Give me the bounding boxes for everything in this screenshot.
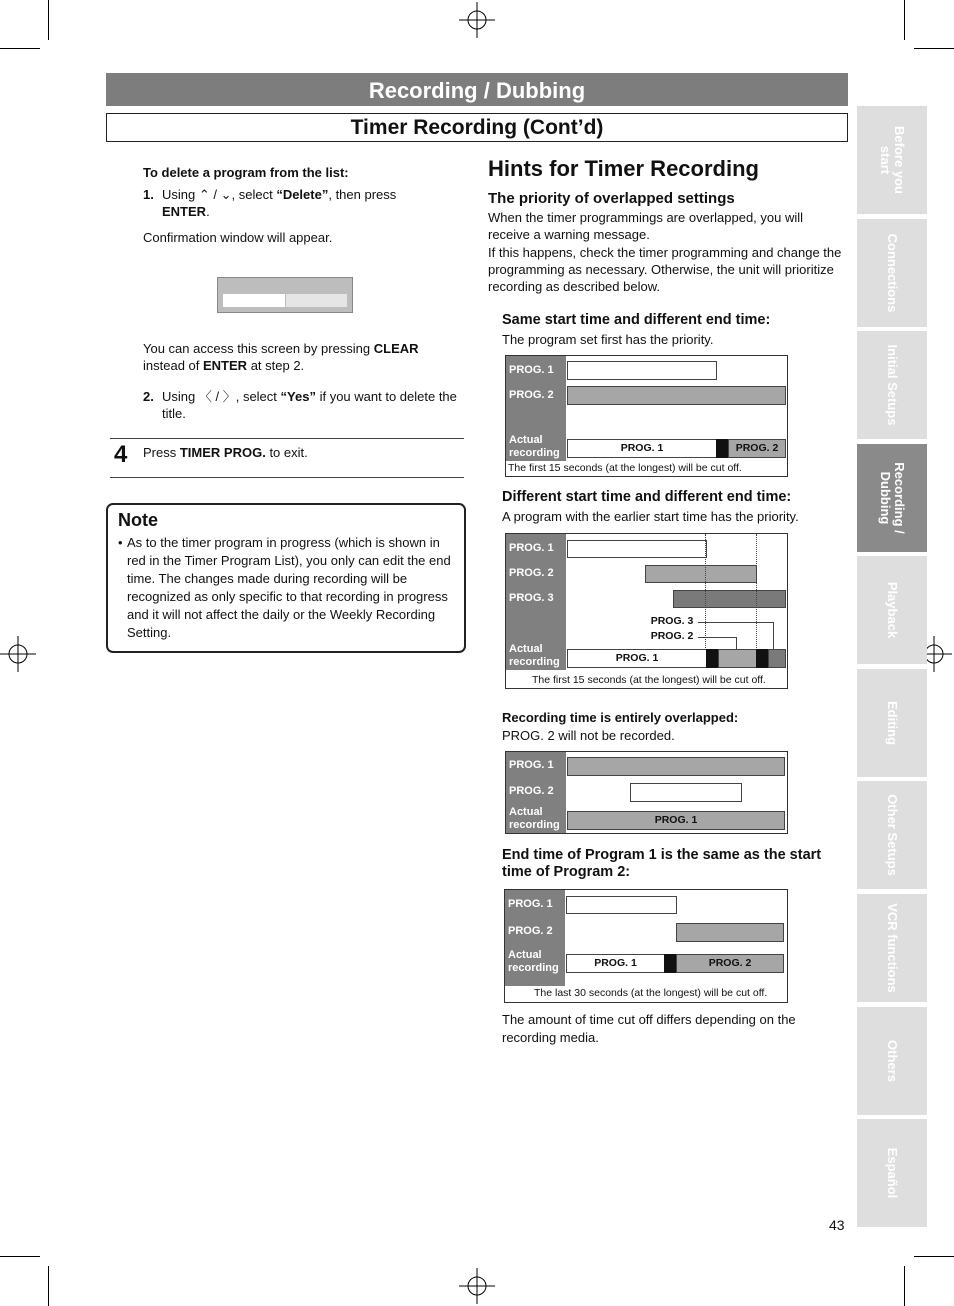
- crop-mark: [0, 1256, 40, 1257]
- actual-prog2-bar: PROG. 2: [728, 439, 786, 458]
- diagram-label-column: [505, 890, 565, 986]
- page-number: 43: [829, 1217, 845, 1233]
- divider: [110, 438, 464, 439]
- confirmation-window-thumbnail: [217, 277, 353, 313]
- case1-heading: Same start time and different end time:: [502, 312, 771, 328]
- diagram-end-equals-start: [504, 889, 788, 1003]
- side-tab-vcr-functions[interactable]: VCR functions: [857, 894, 927, 1002]
- actual-label: Actual: [508, 949, 542, 961]
- priority-text-2: If this happens, check the timer programming and change the programming as necessary. Otherwise, the unit will prioritize recording as described below.: [488, 245, 842, 294]
- registration-mark-icon: [0, 636, 36, 672]
- prog1-label: PROG. 1: [509, 364, 554, 376]
- prog2-label: PROG. 2: [508, 925, 553, 937]
- diagram-label-column: [506, 752, 566, 833]
- case2-heading: Different start time and different end time:: [502, 489, 792, 505]
- cutoff-block: [664, 954, 676, 973]
- callout-line: [698, 622, 773, 623]
- diagram-caption: The first 15 seconds (at the longest) will be cut off.: [532, 674, 766, 686]
- side-tab-other-setups[interactable]: Other Setups: [857, 781, 927, 889]
- registration-mark-icon: [459, 2, 495, 38]
- crop-mark: [0, 48, 40, 49]
- recording-label: recording: [509, 819, 560, 831]
- prog1-timer-bar: [566, 896, 677, 914]
- crop-mark: [48, 0, 49, 40]
- step-number: 2.: [143, 389, 154, 404]
- prog2-label: PROG. 2: [509, 389, 554, 401]
- diagram-entirely-overlapped: [505, 751, 788, 834]
- step2-text: Using 〈 / 〉, select “Yes” if you want to delete the title.: [162, 389, 457, 421]
- crop-mark: [914, 48, 954, 49]
- closing-text: The amount of time cut off differs depending on the recording media.: [502, 1012, 796, 1045]
- prog2-timer-bar: [630, 783, 742, 802]
- prog1-label: PROG. 1: [508, 898, 553, 910]
- confirmation-yes-option: [223, 294, 285, 307]
- side-tab-playback[interactable]: Playback: [857, 556, 927, 664]
- note-bullet: •: [118, 535, 123, 550]
- prog2-timer-bar: [645, 565, 757, 583]
- up-down-arrow-icon: ⌃ / ⌄: [198, 187, 232, 202]
- prog1-label: PROG. 1: [509, 759, 554, 771]
- hints-title: Hints for Timer Recording: [488, 156, 759, 181]
- prog1-timer-bar: [567, 757, 785, 776]
- crop-mark: [48, 1266, 49, 1306]
- divider: [110, 477, 464, 478]
- delete-heading: To delete a program from the list:: [143, 165, 349, 180]
- diagram-label-column: [506, 356, 566, 461]
- actual-prog1-bar: PROG. 1: [567, 439, 717, 458]
- registration-mark-icon: [459, 1268, 495, 1304]
- crop-mark: [904, 1266, 905, 1306]
- confirmation-no-option: [286, 294, 347, 307]
- recording-label: recording: [509, 447, 560, 459]
- actual-label: Actual: [509, 806, 543, 818]
- side-tab-others[interactable]: Others: [857, 1007, 927, 1115]
- recording-label: recording: [509, 656, 560, 668]
- actual-prog1-bar: PROG. 1: [566, 954, 665, 973]
- section-header: Recording / Dubbing: [106, 73, 848, 106]
- actual-prog2-bar: PROG. 2: [676, 954, 784, 973]
- side-tab-before-you-start[interactable]: Before you start: [857, 106, 927, 214]
- side-tab-recording-dubbing[interactable]: Recording / Dubbing: [857, 444, 927, 552]
- note-text: As to the timer program in progress (which is shown in red in the Timer Program List), you only can edit the end time. The changes made during recording will be recognized as only specific to that recording in progress and it will not affect the daily or the Weekly Recording Setting.: [127, 535, 451, 640]
- callout-line: [698, 637, 736, 638]
- left-right-arrow-icon: 〈 / 〉: [198, 389, 236, 404]
- case2-text: A program with the earlier start time has the priority.: [502, 509, 799, 524]
- actual-prog1-bar: PROG. 1: [567, 649, 707, 668]
- actual-label: Actual: [509, 643, 543, 655]
- prog1-timer-bar: [567, 540, 707, 558]
- case3-heading: Recording time is entirely overlapped:: [502, 710, 739, 725]
- note-box: [106, 503, 466, 653]
- case4-heading: End time of Program 1 is the same as the start time of Program 2:: [502, 847, 822, 880]
- priority-text-1: When the timer programmings are overlapped, you will receive a warning message.: [488, 210, 804, 242]
- note-title: Note: [118, 510, 158, 530]
- page-title: Timer Recording (Cont’d): [106, 113, 848, 142]
- case1-text: The program set first has the priority.: [502, 332, 714, 347]
- prog2-callout: PROG. 2: [650, 630, 694, 642]
- callout-line: [773, 622, 774, 650]
- recording-label: recording: [508, 962, 559, 974]
- diagram-different-start: [505, 533, 788, 689]
- priority-heading: The priority of overlapped settings: [488, 190, 735, 207]
- cutoff-block: [706, 649, 718, 668]
- prog1-label: PROG. 1: [509, 542, 554, 554]
- diagram-caption: The first 15 seconds (at the longest) will be cut off.: [508, 462, 742, 474]
- prog3-callout: PROG. 3: [650, 615, 694, 627]
- side-tab-editing[interactable]: Editing: [857, 669, 927, 777]
- actual-label: Actual: [509, 434, 543, 446]
- actual-prog2-bar: [718, 649, 757, 668]
- case3-text: PROG. 2 will not be recorded.: [502, 728, 675, 743]
- actual-prog3-bar: [768, 649, 786, 668]
- diagram-label-column: [506, 534, 566, 670]
- prog1-timer-bar: [567, 361, 717, 380]
- step4-text: Press TIMER PROG. to exit.: [143, 445, 308, 460]
- access-text: You can access this screen by pressing CLEAR instead of ENTER at step 2.: [143, 341, 419, 373]
- end-marker-line: [756, 534, 757, 652]
- prog3-label: PROG. 3: [509, 592, 554, 604]
- cutoff-block: [756, 649, 768, 668]
- prog2-timer-bar: [676, 923, 784, 942]
- crop-mark: [914, 1256, 954, 1257]
- step1-text: Using ⌃ / ⌄, select “Delete”, then press ENTER.: [162, 187, 397, 219]
- actual-prog1-bar: PROG. 1: [567, 811, 785, 830]
- side-tab-espanol[interactable]: Español: [857, 1119, 927, 1227]
- prog2-label: PROG. 2: [509, 785, 554, 797]
- side-tab-initial-setups[interactable]: Initial Setups: [857, 331, 927, 439]
- end-marker-line: [705, 534, 706, 652]
- confirm-text: Confirmation window will appear.: [143, 230, 333, 245]
- prog2-label: PROG. 2: [509, 567, 554, 579]
- step-number: 1.: [143, 187, 154, 202]
- cutoff-block: [716, 439, 728, 458]
- step-number-large: 4: [114, 441, 128, 468]
- crop-mark: [904, 0, 905, 40]
- side-tab-connections[interactable]: Connections: [857, 219, 927, 327]
- diagram-same-start: [505, 355, 788, 477]
- diagram-caption: The last 30 seconds (at the longest) will be cut off.: [534, 987, 768, 999]
- prog3-timer-bar: [673, 590, 786, 608]
- prog2-timer-bar: [567, 386, 786, 405]
